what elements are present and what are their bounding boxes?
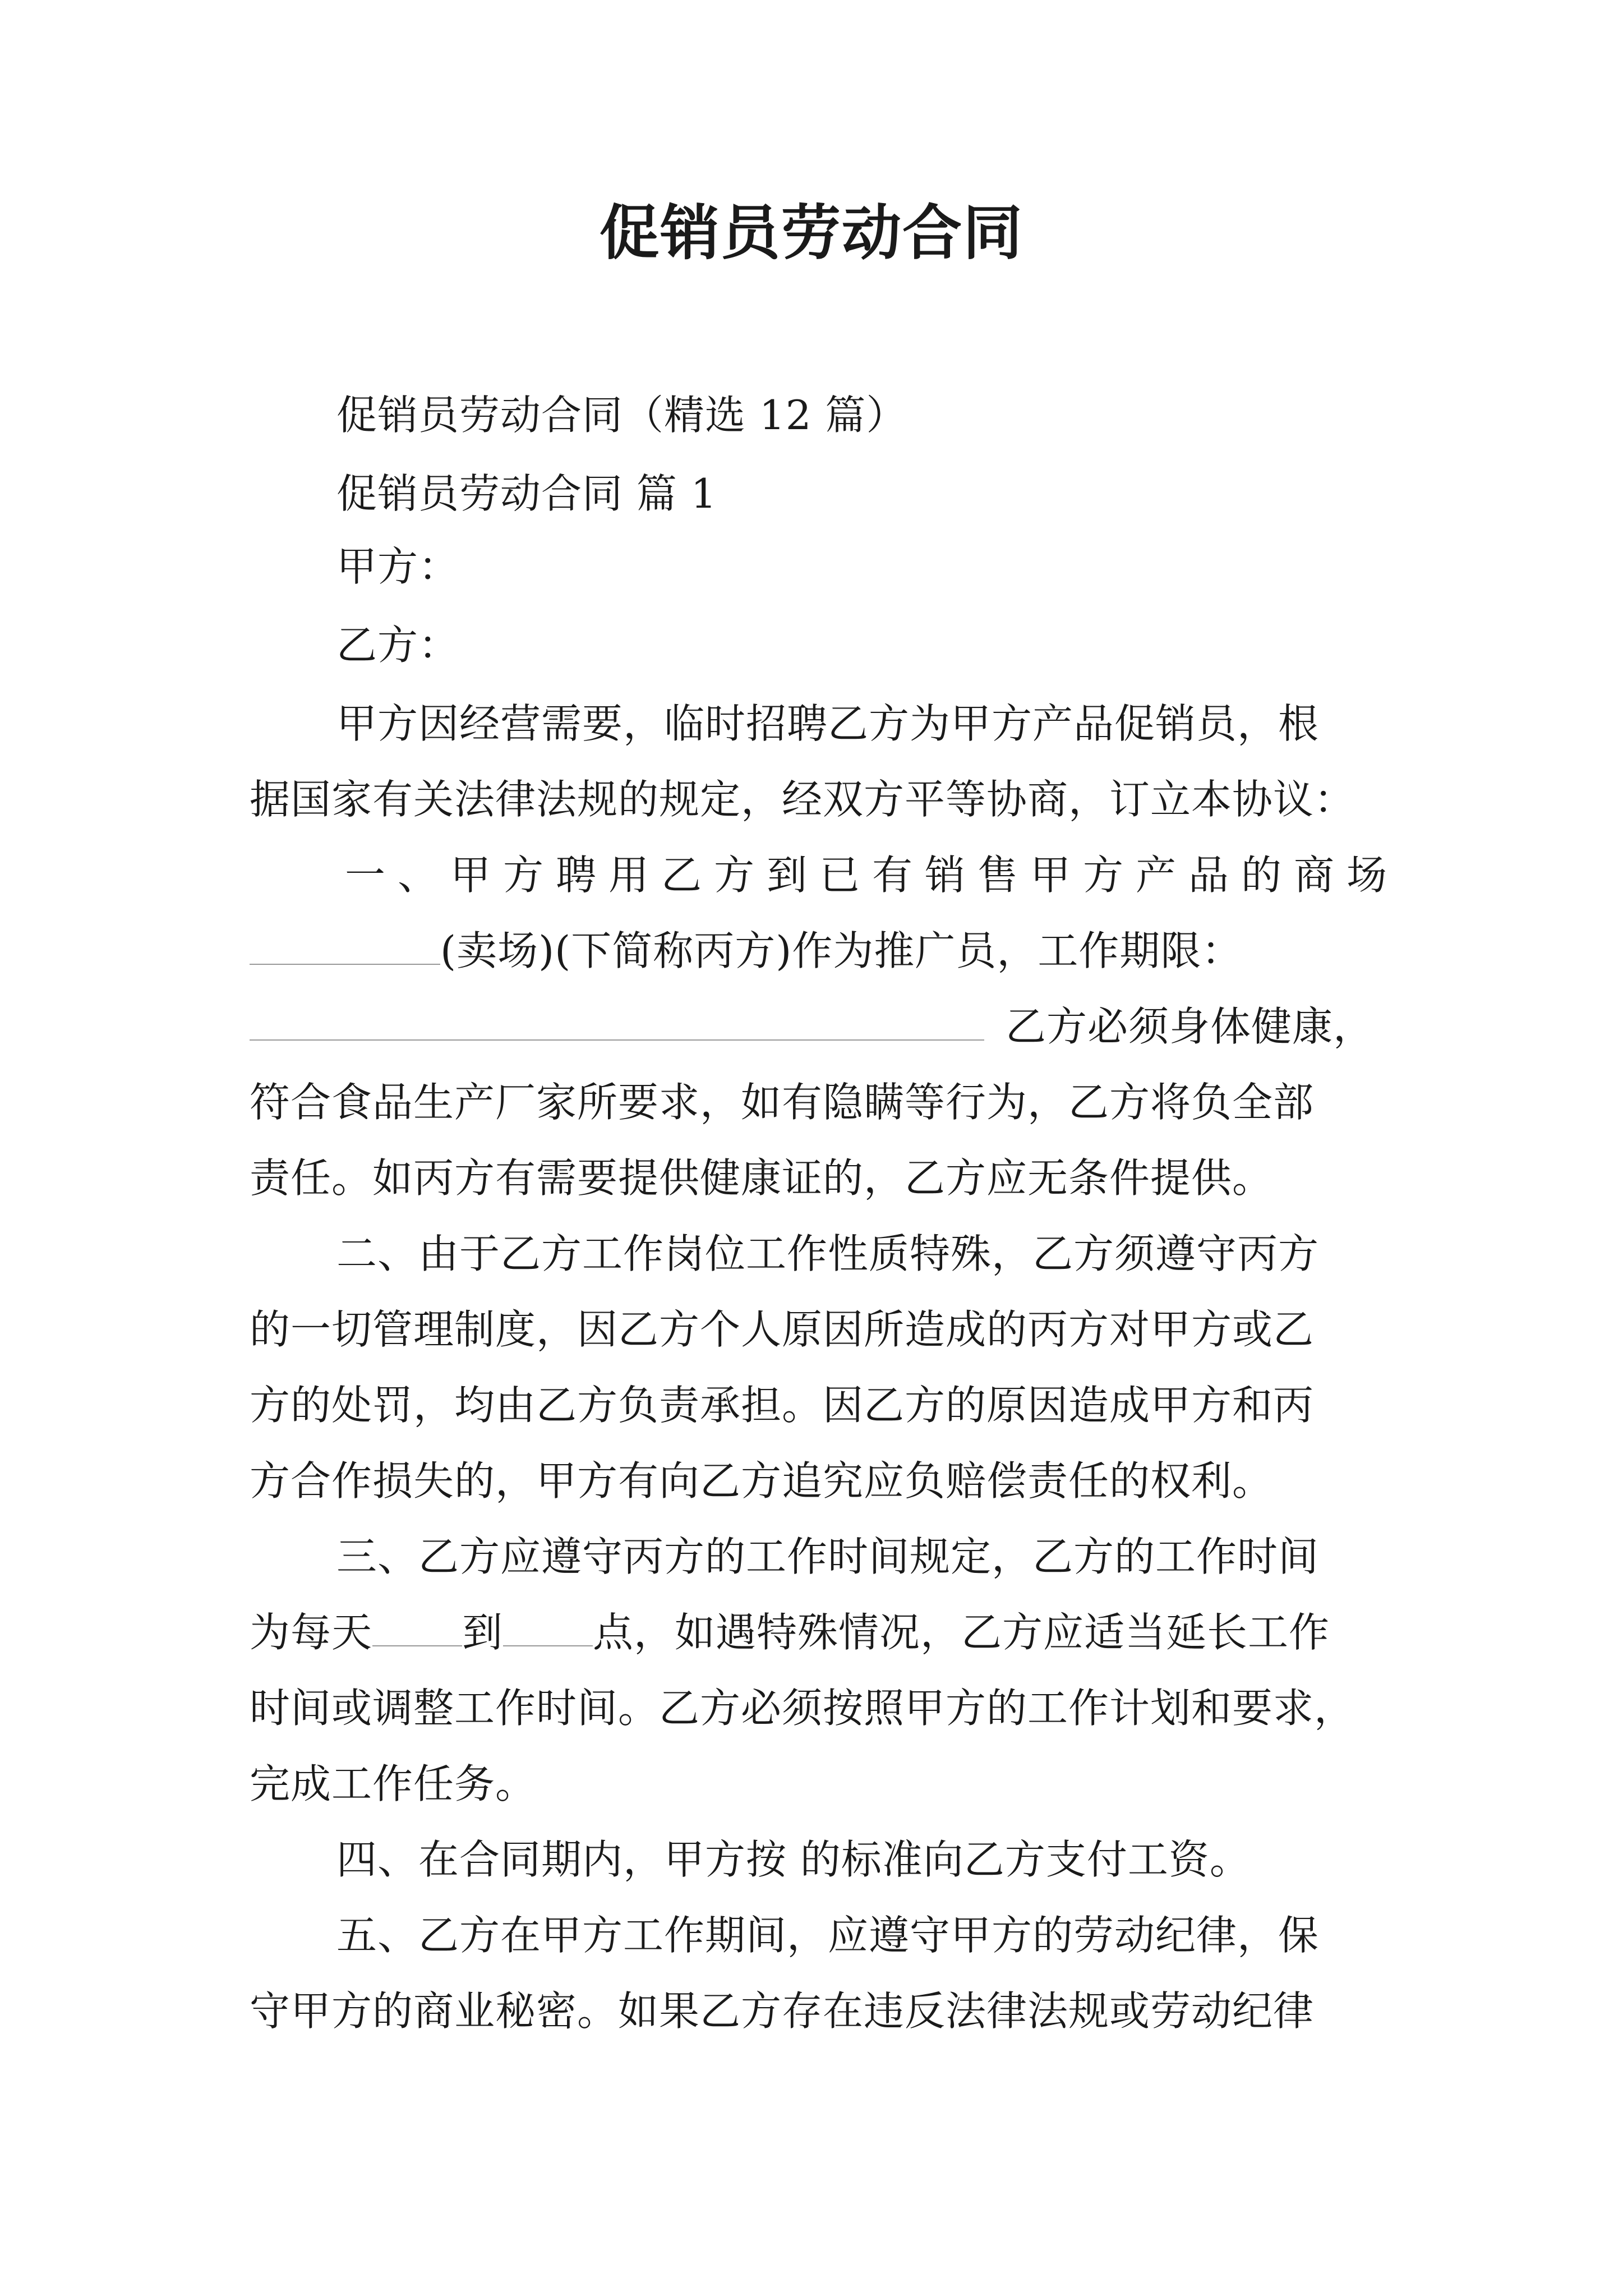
- paragraph-line: 的一切管理制度，因乙方个人原因所造成的丙方对甲方或乙: [250, 1306, 1315, 1353]
- party-b-label: 乙方：: [336, 622, 460, 669]
- clause-1-text: 乙方必须身体健康，: [1006, 1003, 1375, 1050]
- paragraph-line: 时间或调整工作时间。乙方必须按照甲方的工作计划和要求，: [250, 1685, 1355, 1732]
- clause-1-text: (卖场)(下简称丙方)作为推广员，工作期限：: [440, 927, 1243, 974]
- clause-2-line: 二、由于乙方工作岗位工作性质特殊，乙方须遵守丙方: [336, 1230, 1320, 1277]
- clause-3-line: 三、乙方应遵守丙方的工作时间规定，乙方的工作时间: [336, 1533, 1320, 1580]
- paragraph-line: 方的处罚，均由乙方负责承担。因乙方的原因造成甲方和丙: [250, 1382, 1315, 1429]
- document-title: 促销员劳动合同: [600, 197, 1023, 268]
- paragraph-line: 完成工作任务。: [250, 1760, 537, 1807]
- paragraph-line: 符合食品生产厂家所要求，如有隐瞒等行为，乙方将负全部: [250, 1079, 1315, 1126]
- paragraph-line: 责任。如丙方有需要提供健康证的，乙方应无条件提供。: [250, 1154, 1274, 1202]
- paragraph-line: 甲方因经营需要，临时招聘乙方为甲方产品促销员，根: [336, 700, 1320, 747]
- clause-3-line: [250, 1604, 1394, 1660]
- party-a-label: 甲方：: [336, 543, 460, 590]
- section-heading: 促销员劳动合同 篇 1: [336, 470, 717, 517]
- clause-1-line: 一、甲方聘用乙方到已有销售甲方产品的商场: [345, 852, 1400, 899]
- paragraph-line: 据国家有关法律法规的规定，经双方平等协商，订立本协议：: [250, 776, 1355, 823]
- clause-5-line: 五、乙方在甲方工作期间，应遵守甲方的劳动纪律，保: [336, 1912, 1320, 1959]
- clause-3-text: 到: [462, 1609, 504, 1656]
- clause-4-line: 四、在合同期内，甲方按 的标准向乙方支付工资。: [336, 1836, 1251, 1883]
- clause-1-line: [250, 923, 1394, 979]
- clause-1-line: [250, 999, 1394, 1055]
- blank-field: [250, 928, 440, 965]
- paragraph-line: 方合作损失的，甲方有向乙方追究应负赔偿责任的权利。: [250, 1457, 1274, 1504]
- subtitle-line: 促销员劳动合同（精选 12 篇）: [336, 392, 907, 439]
- paragraph-line: 守甲方的商业秘密。如果乙方存在违反法律法规或劳动纪律: [250, 1987, 1315, 2035]
- blank-field: [503, 1609, 593, 1646]
- blank-field: [372, 1609, 462, 1646]
- clause-3-text: 为每天: [250, 1609, 373, 1656]
- clause-3-text: 点，如遇特殊情况，乙方应适当延长工作: [593, 1609, 1330, 1656]
- blank-field: [250, 1004, 984, 1041]
